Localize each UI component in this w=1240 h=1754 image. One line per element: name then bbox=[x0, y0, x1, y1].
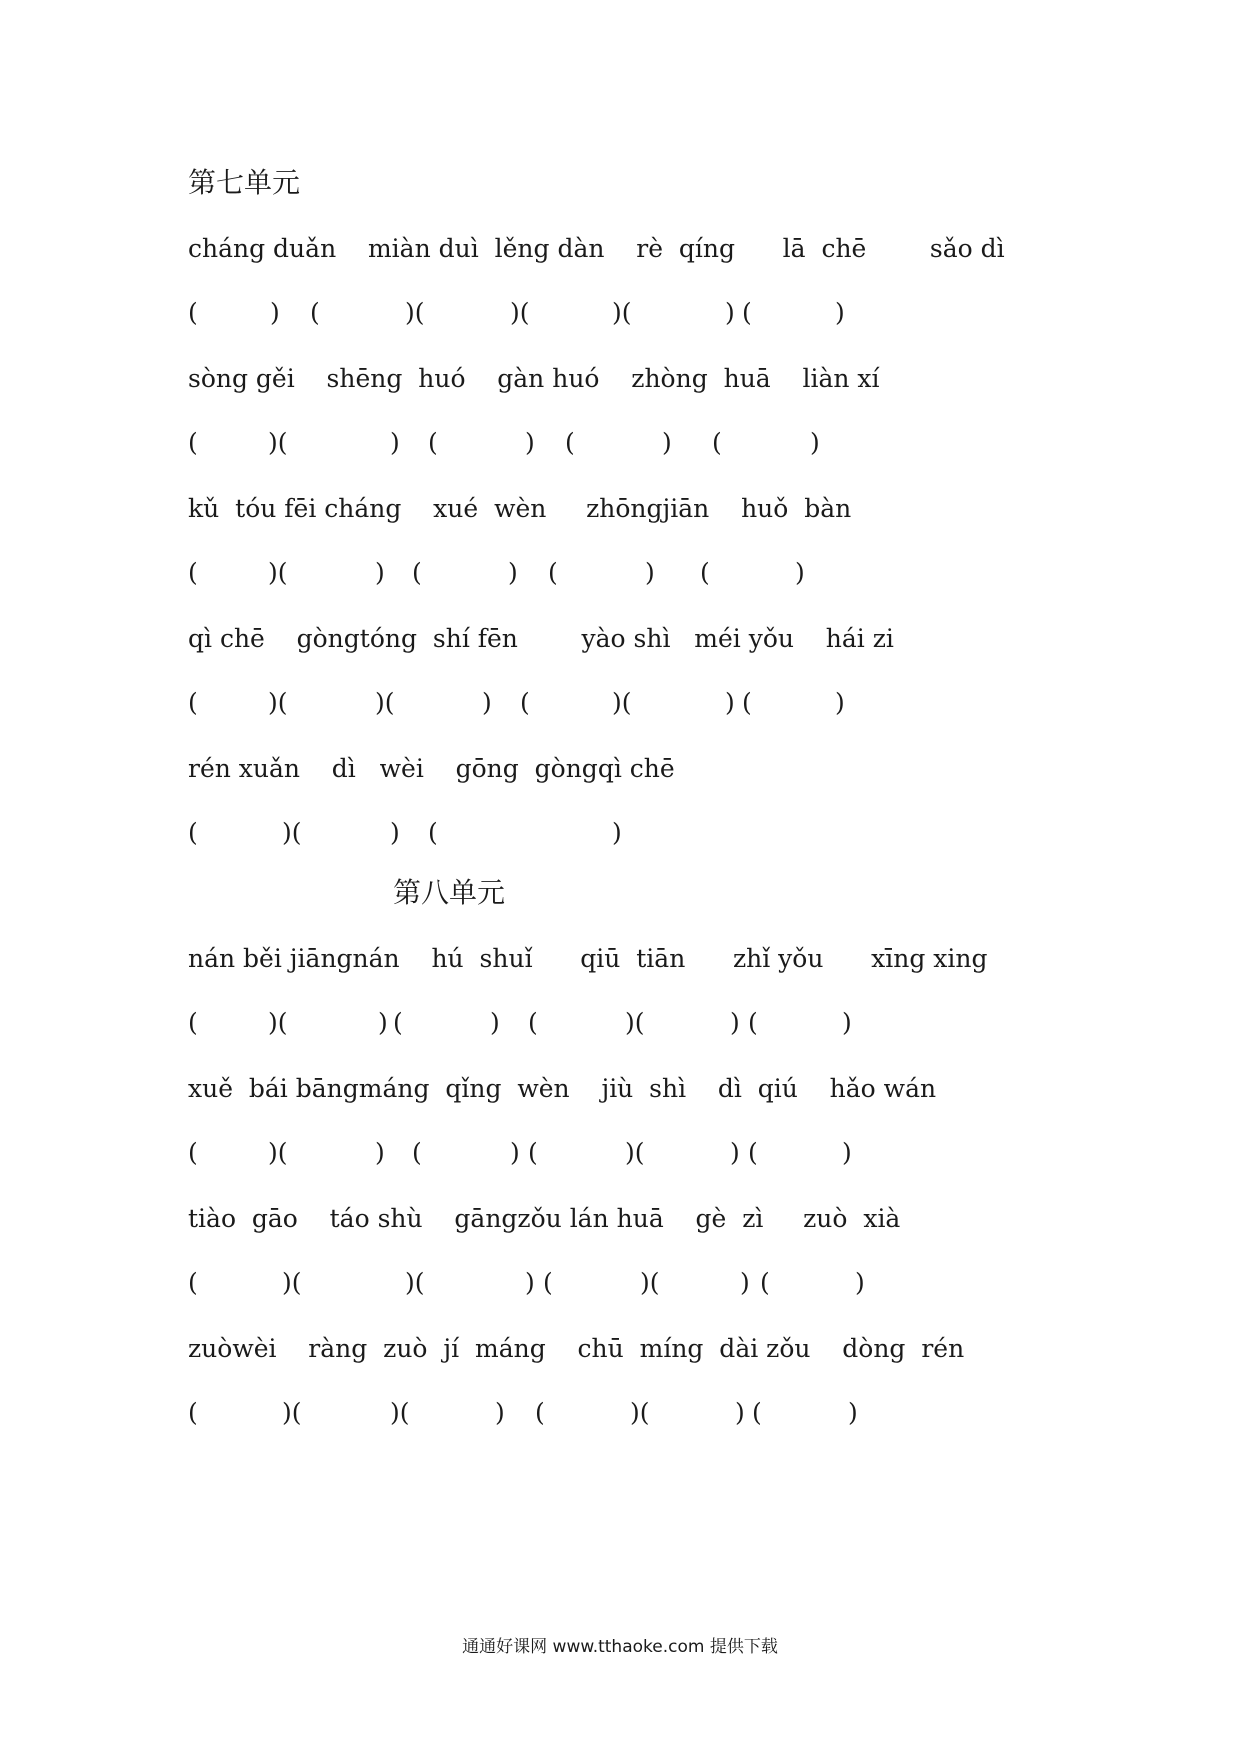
paren: )( bbox=[268, 428, 288, 457]
paren: )( bbox=[630, 1398, 650, 1427]
paren: ( bbox=[742, 688, 752, 717]
pinyin-row: xuě bái bāngmáng qǐng wèn jiù shì dì qiú hǎo wán bbox=[188, 1074, 937, 1103]
pinyin-row: sòng gěi shēng huó gàn huó zhòng huā liàn xí bbox=[188, 364, 880, 393]
paren: ( bbox=[565, 428, 575, 457]
paren: )( bbox=[612, 688, 632, 717]
paren: ) bbox=[842, 1008, 852, 1037]
paren: ( bbox=[752, 1398, 762, 1427]
paren: ( bbox=[188, 1268, 198, 1297]
pinyin-row: qì chē gòngtóng shí fēn yào shì méi yǒu hái zi bbox=[188, 624, 894, 653]
paren: ) bbox=[725, 298, 735, 327]
unit8-title: 第八单元 bbox=[393, 876, 506, 909]
paren: ) bbox=[730, 1008, 740, 1037]
paren: ( bbox=[742, 298, 752, 327]
paren: )( bbox=[282, 1268, 302, 1297]
paren: ) bbox=[730, 1138, 740, 1167]
paren: ) bbox=[375, 1138, 385, 1167]
paren: ) bbox=[842, 1138, 852, 1167]
paren: ( bbox=[712, 428, 722, 457]
paren: ( bbox=[700, 558, 710, 587]
paren: ( bbox=[760, 1268, 770, 1297]
pinyin-row: tiào gāo táo shù gāngzǒu lán huā gè zì zuò xià bbox=[188, 1204, 901, 1233]
paren: )( bbox=[282, 1398, 302, 1427]
paren: ) bbox=[390, 818, 400, 847]
paren: ) bbox=[525, 428, 535, 457]
paren: ( bbox=[528, 1138, 538, 1167]
paren: ) bbox=[490, 1008, 500, 1037]
paren: )( bbox=[405, 1268, 425, 1297]
paren: ) bbox=[855, 1268, 865, 1297]
paren: ( bbox=[188, 298, 198, 327]
paren: ( bbox=[188, 1398, 198, 1427]
paren: ) bbox=[510, 1138, 520, 1167]
paren: ( bbox=[428, 818, 438, 847]
pinyin-row: rén xuǎn dì wèi gōng gòngqì chē bbox=[188, 754, 675, 783]
paren: ( bbox=[412, 558, 422, 587]
paren: ) bbox=[525, 1268, 535, 1297]
pinyin-row: nán běi jiāngnán hú shuǐ qiū tiān zhǐ yǒu xīng xing bbox=[188, 944, 988, 973]
paren: )( bbox=[510, 298, 530, 327]
pinyin-row: cháng duǎn miàn duì lěng dàn rè qíng lā chē sǎo dì bbox=[188, 234, 1005, 263]
paren: ) bbox=[378, 1008, 388, 1037]
paren: ( bbox=[188, 1008, 198, 1037]
paren: ) bbox=[810, 428, 820, 457]
paren: )( bbox=[268, 558, 288, 587]
paren: ( bbox=[535, 1398, 545, 1427]
paren: ( bbox=[412, 1138, 422, 1167]
paren: ( bbox=[310, 298, 320, 327]
paren: ) bbox=[390, 428, 400, 457]
paren: ) bbox=[508, 558, 518, 587]
paren: ) bbox=[612, 818, 622, 847]
paren: ) bbox=[740, 1268, 750, 1297]
paren: ( bbox=[393, 1008, 403, 1037]
paren: ) bbox=[375, 558, 385, 587]
paren: ( bbox=[543, 1268, 553, 1297]
paren: ) bbox=[725, 688, 735, 717]
paren: ( bbox=[520, 688, 530, 717]
footer-credit: 通通好课网 www.tthaoke.com 提供下载 bbox=[462, 1637, 778, 1657]
paren: ( bbox=[748, 1138, 758, 1167]
paren: ) bbox=[795, 558, 805, 587]
paren: ( bbox=[748, 1008, 758, 1037]
paren: )( bbox=[375, 688, 395, 717]
paren: ) bbox=[835, 688, 845, 717]
paren: ( bbox=[528, 1008, 538, 1037]
paren: ) bbox=[645, 558, 655, 587]
paren: )( bbox=[405, 298, 425, 327]
pinyin-row: zuòwèi ràng zuò jí máng chū míng dài zǒu dòng rén bbox=[188, 1334, 965, 1363]
paren: ) bbox=[735, 1398, 745, 1427]
unit7-title: 第七单元 bbox=[188, 166, 301, 199]
paren: ) bbox=[835, 298, 845, 327]
paren: ( bbox=[188, 428, 198, 457]
paren: ( bbox=[428, 428, 438, 457]
paren: ) bbox=[848, 1398, 858, 1427]
paren: )( bbox=[282, 818, 302, 847]
paren: ( bbox=[188, 558, 198, 587]
paren: )( bbox=[625, 1138, 645, 1167]
paren: )( bbox=[268, 1008, 288, 1037]
paren: )( bbox=[390, 1398, 410, 1427]
paren: ( bbox=[188, 688, 198, 717]
paren: )( bbox=[612, 298, 632, 327]
paren: ) bbox=[662, 428, 672, 457]
paren: ( bbox=[548, 558, 558, 587]
paren: ) bbox=[270, 298, 280, 327]
paren: )( bbox=[268, 1138, 288, 1167]
pinyin-row: kǔ tóu fēi cháng xué wèn zhōngjiān huǒ bàn bbox=[188, 494, 852, 523]
paren: ( bbox=[188, 818, 198, 847]
paren: )( bbox=[625, 1008, 645, 1037]
paren: )( bbox=[268, 688, 288, 717]
paren: ( bbox=[188, 1138, 198, 1167]
paren: )( bbox=[640, 1268, 660, 1297]
paren: ) bbox=[482, 688, 492, 717]
paren: ) bbox=[495, 1398, 505, 1427]
